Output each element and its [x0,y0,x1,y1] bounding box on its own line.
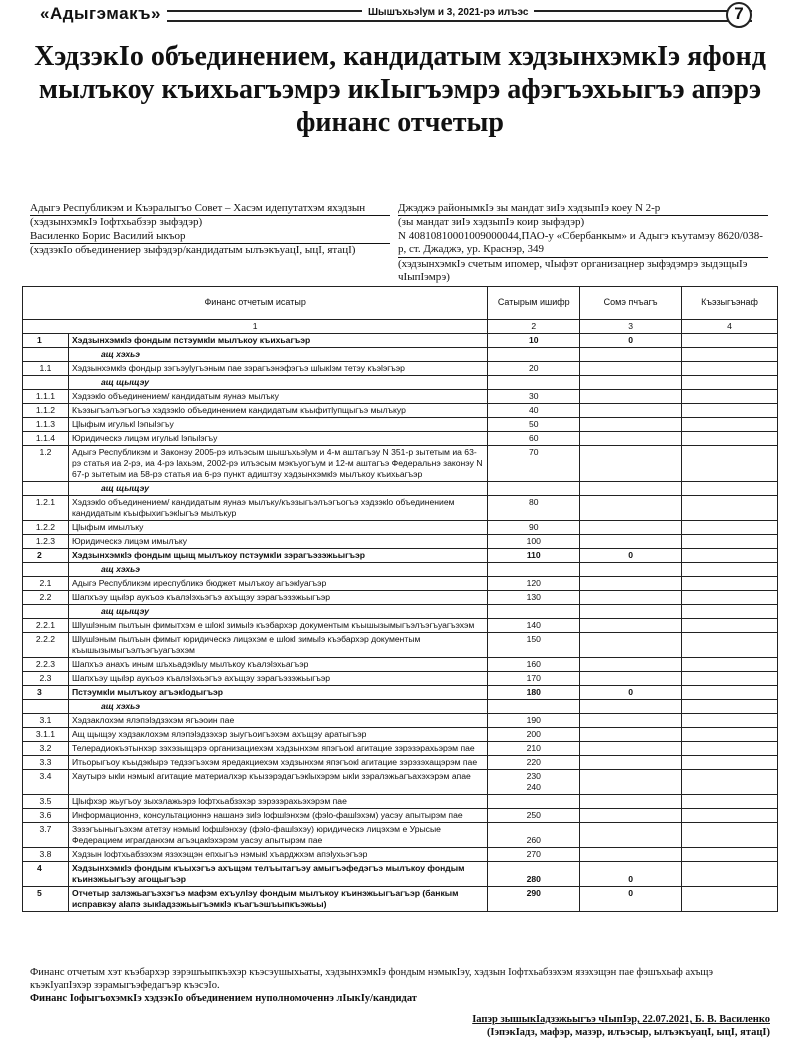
row-amount [580,482,682,496]
row-number: 1.2 [23,446,69,482]
row-note [682,348,778,362]
row-note [682,714,778,728]
row-code [488,605,580,619]
table-row [23,887,778,912]
row-code: 220 [488,756,580,770]
header-amount: Сомэ пчъагъ [580,287,682,320]
constituency-name: Джэджэ районымкIэ зы мандат зиIэ хэдзыпIэ коеу N 2-р [398,202,661,214]
table-row [23,619,778,633]
row-number: 1.1.3 [23,418,69,432]
row-number: 3.7 [23,823,69,848]
table-row [23,823,778,848]
row-code: 150 [488,633,580,658]
row-note [682,887,778,912]
row-text: Пстэумкlи мылъкоу агъэкlодыгъэр [68,686,487,700]
row-note [682,756,778,770]
row-code: 290 [488,887,580,912]
account-details: N 40810810001009000044,ПАО-у «Сбербанкым» и Адыгэ къутамэу 8620/038-р, ст. Джаджэ, ур. Краснэр, 349 [398,229,763,256]
row-text: Шапхъэу щыlэр аукъоэ къалэlэхьэгъэ ахъщэу зэрагъэзэжьыгъэр [68,672,487,686]
table-row [23,577,778,591]
report-title: ХэдзэкIо объединением, кандидатым хэдзынхэмкIэ яфонд мылъкоу къихьагъэмрэ икIыгъэмрэ афэгъэхьыгъэ апэрэ финанс отчетыр [34,41,766,139]
row-amount [580,672,682,686]
header-line-name: Финанс отчетым исатыр [23,287,488,320]
row-note [682,848,778,862]
row-note [682,728,778,742]
row-code: 280 [488,862,580,887]
row-text: Къэзыгъэлъэгъогъэ хэдзэкlо объединением кандидатым къыфитlупщыгъэ мылъкур [68,404,487,418]
row-number: 2.2.2 [23,633,69,658]
row-code: 90 [488,521,580,535]
election-name: Адыгэ Республикэм и Къэралыгъо Совет – Хасэм идепутатхэм яхэдзын [30,202,366,214]
table-row [23,672,778,686]
row-code: 20 [488,362,580,376]
column-number: 4 [682,320,778,334]
row-text: Адыгэ Республикэм и Законэу 2005-рэ илъэсым шышъхьэlум и 4-м аштагъэу N 351-р зытетым иа 63-рэ статья иа 2-рэ, иа 4-рэ lахьэм, 2002-рэ илъэсым мэкъуогъум и 12-м аштагъэ Федеральнэ законэу N 67-р зытетым иа 58-рэ статья иа 6-рэ пункт адиштэу хэдзынхэмкlэ мылъкоу къихьагъэр [68,446,487,482]
table-row [23,756,778,770]
election-info [30,202,390,258]
header-notes: Къэзыгъэнаф [682,287,778,320]
row-code: 50 [488,418,580,432]
row-text: Хаутырэ ыкlи нэмыкl агитацие материалхэр къызэрэдагъэкlыхэрэм ыкlи зэралэжьагъахэхэрэм апае [68,770,487,795]
table-row [23,728,778,742]
row-number: 2.2 [23,591,69,605]
row-text: Шапхъэу щыlэр аукъоэ къалэlэхьэгъэ ахъщэу зэрагъэзэжьыгъэр [68,591,487,605]
row-number: 2.1 [23,577,69,591]
row-code [488,376,580,390]
row-text: ащ щыщэу [68,605,487,619]
row-amount [580,591,682,605]
table-row [23,348,778,362]
report-footer [30,966,770,1005]
row-amount [580,362,682,376]
row-code [488,482,580,496]
row-code: 40 [488,404,580,418]
row-text: ащ щыщэу [68,376,487,390]
row-code: 160 [488,658,580,672]
row-amount [580,496,682,521]
table-header-row [23,287,778,320]
row-code: 70 [488,446,580,482]
row-number: 3.2 [23,742,69,756]
row-code: 10 [488,334,580,348]
row-note [682,496,778,521]
row-text: Хэдзынхэмкlэ фондым къыхэгъэ ахъщэм телъытагъэу амыгъэфедэгъэ мылъкоу фондым къинэжьыгъэу агощыгъэр [68,862,487,887]
row-note [682,362,778,376]
newspaper-masthead: «Адыгэмакъ» [40,4,167,24]
row-number: 3.8 [23,848,69,862]
row-note [682,549,778,563]
page-header [40,4,752,26]
row-amount: 0 [580,887,682,912]
table-row [23,404,778,418]
header-line-code: Сатырым ишифр [488,287,580,320]
row-text: Цlыфхэр жьугъоу зыхэлажьэрэ lофтхьабзэхэр зэрэзэрахьэхэрэм пае [68,795,487,809]
table-row [23,605,778,619]
row-number: 1.1.4 [23,432,69,446]
row-note [682,577,778,591]
candidate-name-note: (хэдзэкIо объединениер зыфэдэр/кандидатым ылъэкъуацI, ыцI, ятацI) [30,243,390,257]
row-text: Хэдзынхэмкlэ фондым щыщ мылъкоу пстэумкlи зэрагъэзэжьыгъэр [68,549,487,563]
row-amount [580,633,682,658]
row-note [682,418,778,432]
row-note [682,390,778,404]
row-amount [580,742,682,756]
row-number: 5 [23,887,69,912]
row-amount [580,848,682,862]
row-amount [580,700,682,714]
row-text: ащ хэхьэ [68,700,487,714]
row-note [682,770,778,795]
row-text: Информационнэ, консультационнэ нашанэ зиlэ lофшlэнхэм (фэlо-фашlэхэм) уасэу апытырэм пае [68,809,487,823]
row-code: 190 [488,714,580,728]
row-amount: 0 [580,334,682,348]
row-number: 3.3 [23,756,69,770]
row-number [23,376,69,390]
row-amount [580,563,682,577]
row-number [23,605,69,619]
row-amount [580,658,682,672]
row-text: Хэдзэкlо объединением/ кандидатым яунаэ мылъку [68,390,487,404]
row-note [682,658,778,672]
row-note [682,605,778,619]
row-amount [580,605,682,619]
row-amount [580,404,682,418]
row-number: 3.5 [23,795,69,809]
row-number: 1.2.2 [23,521,69,535]
row-text: Хэдзэкlо объединением/ кандидатым яунаэ мылъку/къэзыгъэлъэгъогъэ хэдзэкlо объединением кандидатым къыфыхигъэкlыгъэ мылъкур [68,496,487,521]
table-row [23,446,778,482]
table-row [23,700,778,714]
row-number: 2.2.1 [23,619,69,633]
row-note [682,432,778,446]
row-text: Зэзэгъыныгъэхэм атетэу нэмыкl lофшlэнхэу (фэlо-фашlэхэу) юридическэ лицэхэм е Урысые Федерацием играгданхэм агъэцакlэхэрэм уасэу апытырэм пае [68,823,487,848]
row-amount [580,521,682,535]
row-text: Юридическэ лицэм имылъку [68,535,487,549]
row-code: 250 [488,809,580,823]
table-row [23,591,778,605]
table-row [23,742,778,756]
candidate-name: Василенко Борис Василий ыкъор [30,229,186,242]
row-text: Адыгэ Республикэм иреспубликэ бюджет мылъкоу агъэкlуагъэр [68,577,487,591]
row-amount [580,809,682,823]
row-code: 230 240 [488,770,580,795]
row-note [682,563,778,577]
row-text: Шlушlэным пылъын фимытхэм е шlокl зимыlэ къэбархэр документым къышызымыгъэлъэгъуагъэхэм [68,619,487,633]
table-row [23,376,778,390]
constituency-note: (зы мандат зиIэ хэдзыпIэ коир зыфэдэр) [398,215,768,229]
issue-date: Шышъхьэlум и 3, 2021-рэ илъэс [362,7,534,18]
table-row [23,633,778,658]
row-code: 100 [488,535,580,549]
row-code [488,348,580,362]
column-number: 2 [488,320,580,334]
row-code: 140 [488,619,580,633]
row-code: 200 [488,728,580,742]
signature-block [472,1013,770,1039]
row-code: 80 [488,496,580,521]
row-number [23,563,69,577]
row-code [488,795,580,809]
row-number [23,348,69,362]
row-number: 1 [23,334,69,348]
certification-text: Финанс отчетым хэт къэбархэр зэрэшъыпкъэхэр къэсэушыхьаты, хэдзынхэмкIэ фондым нэмыкIэу, хэдзын Iофтхьабзэхэм язэхэщэн пае фэшъхьаф ахъщэ къэкIуапIэхэр зэрамыгъэфедагъэр къэсэIо. [30,967,713,992]
table-row [23,563,778,577]
row-note [682,334,778,348]
row-text: Хэдзаклохэм ялэпэlэдзэхэм ягъэоин пае [68,714,487,728]
row-amount [580,714,682,728]
table-body [23,334,778,912]
row-amount [580,756,682,770]
table-row [23,658,778,672]
row-text: Отчетыр залэжьагъэхэгъэ мафэм ехъулlэу фондым мылъкоу къинэжьыгъагъэр (банкым исправкэу alапэ зыкlадзэжьыгъэмкlэ къагъэшъыпкъэжьы) [68,887,487,912]
row-number: 1.1.2 [23,404,69,418]
table-row [23,714,778,728]
signature-caption: (IэпэкIадз, мафэр, мазэр, илъэсыр, ылъэкъуацI, ыцI, ятацI) [486,1027,770,1039]
row-code: 110 [488,549,580,563]
row-code [488,563,580,577]
row-text: ащ хэхьэ [68,348,487,362]
election-name-note: (хэдзынхэмкIэ Iофтхьабзэр зыфэдэр) [30,215,390,229]
row-amount [580,446,682,482]
row-amount [580,823,682,848]
row-text: Шапхъэ анахъ иным шъхьадэкlыу мылъкоу къалэlэхьагъэр [68,658,487,672]
table-row [23,862,778,887]
row-text: Хэдзынхэмкlэ фондым пстэумкlи мылъкоу къихьагъэр [68,334,487,348]
row-code: 170 [488,672,580,686]
row-number [23,482,69,496]
row-text: Хэдзын lофтхьабзэхэм язэхэщэн епхыгъэ нэмыкl хъарджхэм апэlухьэгъэр [68,848,487,862]
row-note [682,591,778,605]
row-number: 2.2.3 [23,658,69,672]
row-text: ащ щыщэу [68,482,487,496]
row-amount [580,418,682,432]
table-row [23,390,778,404]
table-row [23,535,778,549]
row-number [23,700,69,714]
row-code: 260 [488,823,580,848]
row-note [682,535,778,549]
row-note [682,823,778,848]
row-number: 1.2.1 [23,496,69,521]
finance-report-table [22,286,778,912]
table-row [23,521,778,535]
table-row [23,418,778,432]
row-number: 1.1 [23,362,69,376]
signature-line: Iапэр зышыкIадзэжьыгъэ чIыпIэр, 22.07.2021, Б. В. Василенко [472,1014,770,1025]
row-number: 3.1 [23,714,69,728]
row-number: 3.4 [23,770,69,795]
row-note [682,376,778,390]
row-number: 2.3 [23,672,69,686]
row-amount [580,348,682,362]
row-number: 3.1.1 [23,728,69,742]
row-number: 1.2.3 [23,535,69,549]
row-text: ащ хэхьэ [68,563,487,577]
row-note [682,809,778,823]
row-note [682,633,778,658]
table-row [23,482,778,496]
table-row [23,795,778,809]
row-note [682,686,778,700]
row-note [682,795,778,809]
row-code: 60 [488,432,580,446]
row-amount [580,770,682,795]
table-row [23,432,778,446]
row-note [682,482,778,496]
row-note [682,521,778,535]
row-code: 210 [488,742,580,756]
row-amount [580,728,682,742]
signatory-role: Финанс IофыгъохэмкIэ хэдзэкIо объединением нуполномоченнэ лIыкIу/кандидат [30,993,417,1005]
account-note: (хэдзынхэмкIэ счетым ипомер, чIыфэт организацнер зыфэдэмрэ зыдэщыIэ чIыпIэмрэ) [398,257,768,285]
row-amount: 0 [580,862,682,887]
table-row [23,848,778,862]
row-text: Шlушlэным пылъын фимыт юридическэ лицэхэм е шlокl зимыlэ къэбархэр документым къышызымыгъэлъэгъуагъэхэм [68,633,487,658]
row-amount [580,619,682,633]
table-row [23,549,778,563]
row-number: 3.6 [23,809,69,823]
row-amount [580,390,682,404]
row-text: Телерадиокъэтынхэр зэхэзыщэрэ организациехэм хэдзынхэм япэгъокl агитацие зэрэзэрахьэрэм пае [68,742,487,756]
table-row [23,334,778,348]
table-row [23,809,778,823]
row-text: Цlыфым игулькl lэпыlэгъу [68,418,487,432]
row-text: Цlыфым имылъку [68,521,487,535]
row-code: 270 [488,848,580,862]
column-number: 3 [580,320,682,334]
row-amount [580,577,682,591]
row-code: 120 [488,577,580,591]
row-text: Ащ щыщэу хэдзаклохэм ялэпэlэдзэхэр зыугъоигъэхэм ахъщэу аратыгъэр [68,728,487,742]
row-code: 180 [488,686,580,700]
row-amount [580,535,682,549]
row-amount [580,795,682,809]
row-amount [580,432,682,446]
account-info [398,202,768,284]
row-note [682,446,778,482]
row-note [682,700,778,714]
table-row [23,686,778,700]
row-note [682,742,778,756]
table-row [23,496,778,521]
row-amount: 0 [580,549,682,563]
column-number-row [23,320,778,334]
table-row [23,770,778,795]
row-code: 30 [488,390,580,404]
row-code [488,700,580,714]
column-number: 1 [23,320,488,334]
row-number: 4 [23,862,69,887]
row-note [682,672,778,686]
row-text: Хэдзынхэмкlэ фондыр зэгъэуlугъэным пае зэрагъэнэфэгъэ шlыкlэм тетэу къэlэгъэр [68,362,487,376]
row-number: 2 [23,549,69,563]
row-text: Итьорыгъоу къыдэкlырэ тедзэгъэхэм яредакциехэм хэдзынхэм япэгъокl агитацие зэрэзэхащэрэм пае [68,756,487,770]
row-note [682,404,778,418]
row-amount: 0 [580,686,682,700]
row-note [682,862,778,887]
row-text: Юридическэ лицэм игулькl lэпыlэгъу [68,432,487,446]
page-number-badge: 7 [726,2,752,28]
row-amount [580,376,682,390]
row-code: 130 [488,591,580,605]
row-number: 3 [23,686,69,700]
table-row [23,362,778,376]
row-number: 1.1.1 [23,390,69,404]
row-note [682,619,778,633]
